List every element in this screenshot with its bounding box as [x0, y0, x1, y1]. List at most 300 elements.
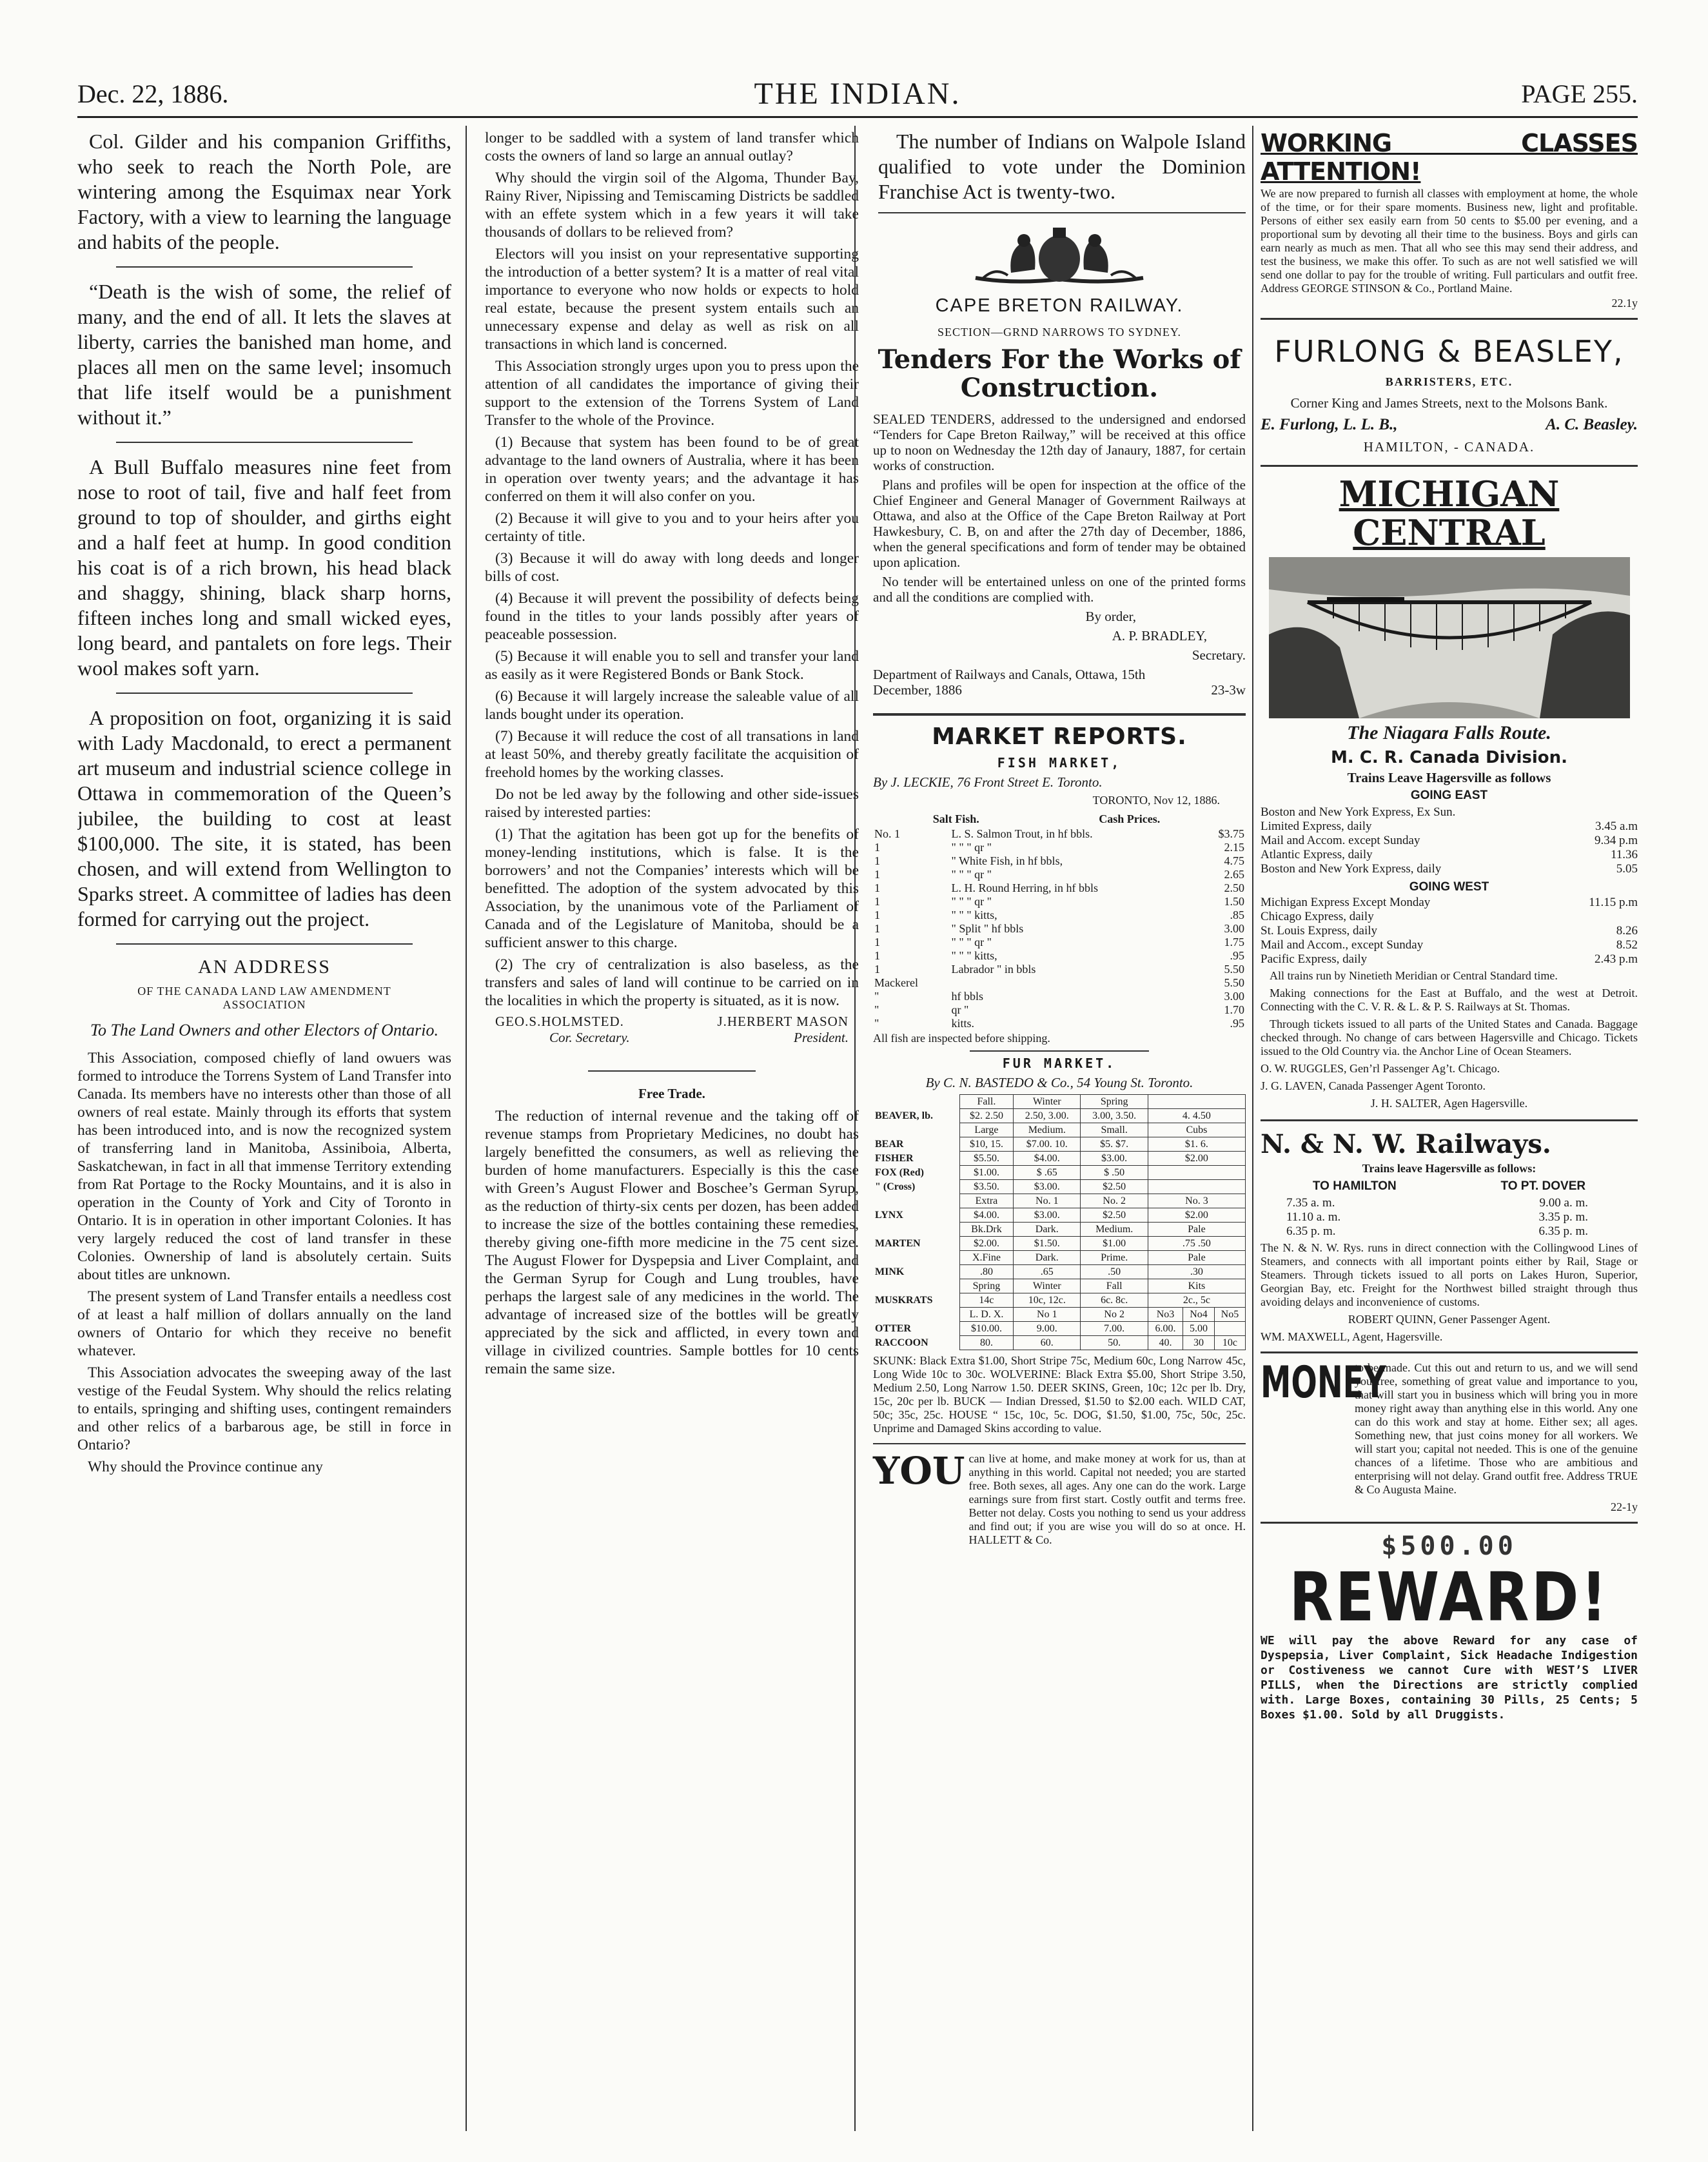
- reason-2: (2) Because it will give to you and to your heirs after you certainty of title.: [485, 510, 859, 545]
- fish-grade: 1: [874, 922, 880, 935]
- fish-price-row: [873, 949, 1246, 963]
- going-east-label: GOING EAST: [1410, 789, 1488, 802]
- fish-grade: 1: [874, 909, 880, 921]
- nnw-destinations: [1261, 1179, 1638, 1194]
- fur-price: $7.00. 10.: [1014, 1137, 1081, 1152]
- address-paragraph-4: Why should the Province continue any: [88, 1459, 323, 1475]
- westbound-row: [1261, 896, 1638, 910]
- reason-4: (4) Because it will prevent the possibility of defects being found in the titles to your lands possibly after years of peaceable possession.: [485, 590, 859, 643]
- fur-grade-header: Medium.: [1081, 1223, 1148, 1237]
- fur-grade-header: No. 3: [1148, 1194, 1245, 1208]
- working-classes-ref: 22.1y: [1611, 297, 1638, 310]
- fur-price: 2.50, 3.00.: [1014, 1109, 1081, 1123]
- fish-item: " " " kitts,: [951, 909, 997, 921]
- eastbound-train: Limited Express, daily: [1261, 820, 1372, 833]
- fur-price-row: [873, 1208, 1246, 1223]
- divider: [1261, 1351, 1638, 1353]
- divider: [1261, 465, 1638, 467]
- fur-grade-header: Bk.Drk: [959, 1223, 1013, 1237]
- department-text: Department of Railways and Canals, Ottawa, 15th December, 1886: [873, 667, 1146, 698]
- free-trade-title: Free Trade.: [638, 1086, 705, 1101]
- mcr-division: M. C. R. Canada Division.: [1330, 748, 1568, 767]
- fish-grade: 1: [874, 936, 880, 948]
- page-number: PAGE 255.: [1521, 79, 1638, 108]
- fur-header-spacer: [873, 1095, 959, 1109]
- fish-item: " " " qr ": [951, 895, 992, 908]
- fish-price-row: [873, 827, 1246, 841]
- fur-price: 6c. 8c.: [1081, 1293, 1148, 1308]
- furlong-beasley-title: FURLONG & BEASLEY,: [1274, 334, 1624, 369]
- signature-roles: [485, 1030, 859, 1046]
- eastbound-time: 9.34 p.m: [1594, 834, 1638, 847]
- fur-header-spacer: [873, 1251, 959, 1265]
- fish-item: Labrador " in bbls: [951, 963, 1036, 976]
- fish-item: " " " qr ": [951, 841, 992, 854]
- eastbound-row: [1261, 848, 1638, 862]
- furlong-city: HAMILTON, - CANADA.: [1363, 439, 1535, 455]
- fish-grade: 1: [874, 868, 880, 881]
- column-3: [859, 129, 1246, 1551]
- department-ref: 23-3w: [1211, 682, 1246, 698]
- agent-quinn: ROBERT QUINN, Gener Passenger Agent.: [1348, 1313, 1551, 1326]
- reason-7: (7) Because it will reduce the cost of all transations in land at least 50%, and thereby greatly facilitate the acquisition of freehold homes by the working classes.: [485, 728, 859, 781]
- fur-price-row: [873, 1152, 1246, 1166]
- gilder-paragraph: Col. Gilder and his companion Griffiths, who seek to reach the North Pole, are wintering among the Esquimax near York Factory, with a view to learning the language and habits of the people.: [77, 130, 451, 253]
- money-advert-ref: 22-1y: [1611, 1500, 1638, 1513]
- fur-price: 6.00.: [1148, 1322, 1183, 1336]
- fur-name: BEAVER, lb.: [875, 1110, 933, 1121]
- fur-grade-header: Prime.: [1081, 1251, 1148, 1265]
- fish-price-row: [873, 963, 1246, 976]
- hamilton-time: 7.35 a. m.: [1286, 1196, 1335, 1210]
- fur-grade-header-row: [873, 1251, 1246, 1265]
- fur-grade-header: Winter: [1014, 1095, 1081, 1109]
- fur-price-row: [873, 1265, 1246, 1279]
- fur-price: $1.00: [1081, 1237, 1148, 1251]
- fur-price: [1214, 1322, 1245, 1336]
- to-hamilton-label: TO HAMILTON: [1312, 1179, 1397, 1193]
- eastbound-time: 3.45 a.m: [1595, 820, 1638, 833]
- fur-price: .65: [1014, 1265, 1081, 1279]
- divider: [873, 713, 1246, 716]
- fur-price: 14c: [959, 1293, 1013, 1308]
- divider: [116, 943, 413, 945]
- fur-price: 40.: [1148, 1336, 1183, 1350]
- fish-market-dealer: By J. LECKIE, 76 Front Street E. Toronto.: [873, 774, 1103, 790]
- fur-price: [1148, 1166, 1245, 1180]
- fur-price: $1.50.: [1014, 1237, 1081, 1251]
- fur-price: $3.50.: [959, 1180, 1013, 1194]
- fur-price: .80: [959, 1265, 1013, 1279]
- fish-price: .85: [1230, 909, 1244, 921]
- divider: [1261, 1119, 1638, 1121]
- you-advert: [873, 1449, 1246, 1551]
- fish-item: " White Fish, in hf bbls,: [951, 854, 1063, 867]
- reward-title: REWARD!: [1289, 1558, 1609, 1636]
- fish-item: L. S. Salmon Trout, in hf bbls.: [951, 827, 1093, 840]
- fish-item: " Split " hf bbls: [951, 922, 1024, 935]
- dover-time: 9.00 a. m.: [1539, 1196, 1588, 1210]
- divider: [1261, 1522, 1638, 1524]
- fish-header-right: Cash Prices.: [1099, 812, 1161, 825]
- fur-price: [1148, 1180, 1245, 1194]
- fur-name: FOX (Red): [875, 1167, 924, 1178]
- you-advert-text: can live at home, and make money at work for us, than at anything in this world. Capital not needed; you are started free. Both sexes, all ages. Any one can do the work. Large earnings sure from first start. Costly outfit and terms free. Better not delay. Costs you nothing to send us your address and find out; if you are wise you will do so at once. H. HALLETT & Co.: [968, 1452, 1246, 1546]
- fur-price-row: [873, 1336, 1246, 1350]
- fur-price: $10, 15.: [959, 1137, 1013, 1152]
- railway-title: CAPE BRETON RAILWAY.: [935, 295, 1184, 316]
- fish-price: .95: [1230, 1017, 1244, 1030]
- fur-price-row: [873, 1137, 1246, 1152]
- fish-grade: 1: [874, 881, 880, 894]
- fish-price-row: [873, 868, 1246, 881]
- fur-price: 60.: [1014, 1336, 1081, 1350]
- museum-paragraph: A proposition on foot, organizing it is said with Lady Macdonald, to erect a permanent art museum and industrial science college in Ottawa in commemoration of the Queen’s jubilee, the building to cost at least $100,000. The site, it is stated, has been chosen, and will extend from Wellington to Sparks street. A committee of ladies has deen formed for carrying out the project.: [77, 706, 451, 930]
- fur-price: 30: [1183, 1336, 1215, 1350]
- fish-grade: ": [874, 990, 879, 1003]
- fish-grade: Mackerel: [874, 976, 918, 989]
- fur-price: 3.00, 3.50.: [1081, 1109, 1148, 1123]
- fish-price: 5.50: [1224, 976, 1244, 989]
- fish-price: 2.50: [1224, 881, 1244, 894]
- fur-grade-header: Cubs: [1148, 1123, 1245, 1137]
- fur-grade-header: No3: [1148, 1308, 1183, 1322]
- fur-price: $2.00.: [959, 1237, 1013, 1251]
- fur-market-dealer: By C. N. BASTEDO & Co., 54 Young St. Toronto.: [925, 1075, 1193, 1090]
- westbound-time: [1553, 910, 1638, 924]
- fur-price-row: [873, 1180, 1246, 1194]
- nnw-time-row: [1286, 1196, 1588, 1210]
- fish-price-row: [873, 895, 1246, 909]
- fur-price: 80.: [959, 1336, 1013, 1350]
- fur-price-table: [873, 1094, 1246, 1350]
- side-issue-1: (1) That the agitation has been got up for the benefits of money-lending institutions, which is false. It is the borrowers’ and not the Companies’ interests which will be benefitted. The adoption of the system advocated by this Association, by the unanimous vote of the Parliament of Canada and of the Legislature of Manitoba, should be a sufficient answer to this charge.: [485, 826, 859, 951]
- fur-market-title: FUR MARKET.: [1002, 1056, 1117, 1071]
- eastbound-train: Atlantic Express, daily: [1261, 848, 1373, 861]
- fur-price: .30: [1148, 1265, 1245, 1279]
- fish-grade: 1: [874, 854, 880, 867]
- working-classes-title: WORKING CLASSES ATTENTION!: [1261, 129, 1638, 186]
- fish-price: $3.75: [1218, 827, 1244, 840]
- fur-price: 10c, 12c.: [1014, 1293, 1081, 1308]
- fish-grade: 1: [874, 895, 880, 908]
- fur-price-row: [873, 1109, 1246, 1123]
- nnw-trains-heading: Trains leave Hagersville as follows:: [1362, 1162, 1536, 1175]
- death-quote: “Death is the wish of some, the relief of many, and the end of all. It lets the slaves at liberty, carries the banished man home, and places all men on the same level; insomuch that life itself would be a punishment without it.”: [77, 280, 451, 429]
- fur-price-row: [873, 1322, 1246, 1336]
- address-continued-2: Why should the virgin soil of the Algoma, Thunder Bay, Rainy River, Nipissing and Temiscaming Districts be saddled with an effete system which in a few years it will take thousands of dollars to be relieved from?: [485, 170, 859, 241]
- fur-header-spacer: [873, 1123, 959, 1137]
- westbound-train: St. Louis Express, daily: [1261, 924, 1378, 938]
- fur-name: OTTER: [875, 1323, 912, 1334]
- fur-grade-header: Medium.: [1014, 1123, 1081, 1137]
- to-dover-label: TO PT. DOVER: [1500, 1179, 1586, 1193]
- fish-price-row: [873, 976, 1246, 990]
- fur-price: $10.00.: [959, 1322, 1013, 1336]
- bradley-title: Secretary.: [1192, 647, 1246, 663]
- address-continued-4: This Association strongly urges upon you to press upon the attention of all candidates the importance of giving their support to the extension of the Torrens System of Land Transfer to the whole of the Province.: [485, 358, 859, 429]
- fur-grade-header-row: [873, 1123, 1246, 1137]
- eastbound-row: [1261, 820, 1638, 834]
- address-paragraph-2: The present system of Land Transfer entails a needless cost of at least a half million of dollars annually on the land owners of Ontario for which they receive no benefit whatever.: [77, 1288, 451, 1359]
- fur-grade-header: L. D. X.: [959, 1308, 1013, 1322]
- free-trade-paragraph: The reduction of internal revenue and the taking off of revenue stamps from Proprietary Medicines, no doubt has largely benefitted the consumers, as well as relieving the burden of home manufacturers. Especially is this the case with Green’s August Flower and Boschee’s German Syrup, as the reduction of thirty-six cents per dozen, has been added to increase the size of the bottles containing these remedies, thereby giving one-fifth more medicine in the 75 cent size. The August Flower for Dyspepsia and Liver Complaint, and the German Syrup for Cough and Lung troubles, have perhaps the largest sale of any medicines in the world. The advantage of increased size of the bottles will be greatly appreciated by the sick and afflicted, in every town and village in civilized countries. Sample bottles for 10 cents remain the same size.: [485, 1108, 859, 1377]
- fish-item: L. H. Round Herring, in hf bbls: [951, 881, 1099, 894]
- fish-note: All fish are inspected before shipping.: [873, 1032, 1050, 1045]
- fur-price: 5.00: [1183, 1322, 1215, 1336]
- side-issues-intro: Do not be led away by the following and other side-issues raised by interested parties:: [485, 786, 859, 821]
- fur-name: MARTEN: [875, 1238, 921, 1249]
- nnw-time-row: [1286, 1210, 1588, 1224]
- fur-name: RACCOON: [875, 1337, 928, 1348]
- fish-price-row: [873, 1017, 1246, 1030]
- fur-grade-header: Fall.: [959, 1095, 1013, 1109]
- signature-left-role: Cor. Secretary.: [549, 1030, 630, 1045]
- westbound-train: Pacific Express, daily: [1261, 952, 1368, 966]
- walpole-paragraph: The number of Indians on Walpole Island qualified to vote under the Dominion Franchise Act is twenty-two.: [878, 130, 1246, 203]
- fur-grade-header: Spring: [1081, 1095, 1148, 1109]
- fish-price: 4.75: [1224, 854, 1244, 867]
- fish-price-row: [873, 909, 1246, 922]
- fur-price: $5. $7.: [1081, 1137, 1148, 1152]
- divider: [873, 1443, 1246, 1444]
- fur-price: 7.00.: [1081, 1322, 1148, 1336]
- column-4: [1261, 129, 1638, 1726]
- going-west-label: GOING WEST: [1409, 880, 1489, 894]
- fur-grade-header: Kits: [1148, 1279, 1245, 1293]
- address-paragraph-3: This Association advocates the sweeping away of the last vestige of the Feudal System. Why should the relics relating to entails, springing and shifting uses, contingent remainders and other relics of a barbarous age, be still in force in Ontario?: [77, 1364, 451, 1453]
- fish-item: [950, 976, 1199, 990]
- fish-price-row: [873, 1003, 1246, 1017]
- fish-item: kitts.: [951, 1017, 975, 1030]
- fish-item: " " " kitts,: [951, 949, 997, 962]
- department-line: [873, 667, 1246, 698]
- fur-grade-header-row: [873, 1308, 1246, 1322]
- fish-grade: No. 1: [874, 827, 900, 840]
- address-paragraph-1: This Association, composed chiefly of land owuers was formed to introduce the Torrens System of Land Transfer into Canada. Its members have no interests other than those of all owners of real estate. Mainly through its efforts that system has been introduced into, and is now the recognized system of transferring land in Manitoba, Assiniboia, Alberta, Saskatchewan, in fact in all that immense Territory extending from Rat Portage to the Rocky Mountains, and it is also in operation in the County of York and City of Toronto in Ontario. It is in operation in other important Colonies. It has very largely reduced the cost of land transfer in these Colonies. Ownership of land is absolutely certain. Suits about titles are unknown.: [77, 1050, 451, 1283]
- fur-price: 10c: [1214, 1336, 1245, 1350]
- fish-price-row: [873, 922, 1246, 936]
- barristers-label: BARRISTERS, ETC.: [1385, 375, 1513, 388]
- reward-text: WE will pay the above Reward for any case of Dyspepsia, Liver Complaint, Sick Headache Indigestion or Costiveness we cannot Cure with WEST’S LIVER PILLS, when the Directions are strictly complied with. Large Boxes, containing 30 Pills, 25 Cents; 5 Boxes $1.00. Sold by all Druggists.: [1261, 1634, 1638, 1722]
- mc-note-3: Through tickets issued to all parts of the United States and Canada. Baggage checked through. No change of cars between Hagersville and Chicago. Tickets issued to the Old Country via. the Anchor Line of Ocean Steamers.: [1261, 1017, 1638, 1057]
- address-continued-1: longer to be saddled with a system of land transfer which costs the owners of land so large an annual outlay?: [485, 130, 859, 164]
- fur-header-spacer: [873, 1279, 959, 1293]
- fur-grade-header: [1148, 1095, 1245, 1109]
- fur-grade-header: No 2: [1081, 1308, 1148, 1322]
- dover-time: 3.35 p. m.: [1538, 1210, 1588, 1224]
- michigan-central-title: MICHIGAN CENTRAL: [1339, 473, 1560, 553]
- divider: [116, 442, 413, 443]
- niagara-route: The Niagara Falls Route.: [1347, 722, 1551, 743]
- westbound-train: Mail and Accom., except Sunday: [1261, 938, 1424, 952]
- agent-maxwell: WM. MAXWELL, Agent, Hagersville.: [1261, 1330, 1443, 1343]
- side-issue-2: (2) The cry of centralization is also baseless, as the transfers and sales of land will continue to be carried on in the localities in which the property is situated, as it is now.: [485, 956, 859, 1009]
- market-reports-title: MARKET REPORTS.: [932, 723, 1187, 750]
- fur-grade-header: Winter: [1014, 1279, 1081, 1293]
- divider: [1261, 318, 1638, 320]
- reason-1: (1) Because that system has been found to be of great advantage to the land owners of Australia, where it has been in operation over twenty years; and the advantage it has conferred on them it will also confer on you.: [485, 434, 859, 505]
- westbound-time: 11.15 p.m: [1589, 896, 1638, 909]
- tenders-paragraph-2: Plans and profiles will be open for inspection at the office of the Chief Engineer and General Manager of Government Railways at Ottawa, and also at the Office of the Cape Breton Railway at Port Hawkesbury, C. B, on and after the 27th day of December, 1886, when the general specifications and form of tender may be obtained upon aplication.: [873, 477, 1246, 570]
- hamilton-time: 6.35 p. m.: [1286, 1224, 1336, 1238]
- fur-name: LYNX: [875, 1210, 903, 1221]
- signature-right-role: President.: [794, 1030, 849, 1045]
- fish-price: 3.00: [1224, 990, 1244, 1003]
- reason-6: (6) Because it will largely increase the saleable value of all lands bought under its operation.: [485, 688, 859, 723]
- fish-price: .95: [1230, 949, 1244, 962]
- fur-price: $5.50.: [959, 1152, 1013, 1166]
- column-1: [77, 129, 451, 1480]
- fur-grade-header: Dark.: [1014, 1223, 1081, 1237]
- fur-name: BEAR: [875, 1139, 904, 1150]
- money-advert: [1261, 1357, 1638, 1500]
- fur-price: $2.50: [1081, 1180, 1148, 1194]
- furlong-address: Corner King and James Streets, next to the Molsons Bank.: [1290, 395, 1608, 411]
- dover-time: 6.35 p. m.: [1538, 1224, 1588, 1238]
- fur-header-spacer: [873, 1308, 959, 1322]
- coat-of-arms-icon: [963, 221, 1156, 289]
- by-order: By order,: [1085, 609, 1136, 624]
- fish-market-date: TORONTO, Nov 12, 1886.: [1092, 794, 1220, 807]
- furlong-partners: [1261, 415, 1638, 435]
- column-rule: [466, 126, 467, 2131]
- newspaper-title: THE INDIAN.: [754, 77, 961, 111]
- westbound-timetable: [1261, 896, 1638, 967]
- signature-right: J.HERBERT MASON: [717, 1014, 849, 1029]
- fur-price-row: [873, 1293, 1246, 1308]
- address-recipients: To The Land Owners and other Electors of Ontario.: [90, 1021, 439, 1039]
- partner-furlong: E. Furlong, L. L. B.,: [1261, 416, 1398, 433]
- fur-grade-header: No4: [1183, 1308, 1215, 1322]
- fish-header: [873, 811, 1246, 827]
- fur-grade-header: Dark.: [1014, 1251, 1081, 1265]
- divider: [116, 266, 413, 268]
- eastbound-train: Boston and New York Express, Ex Sun.: [1261, 805, 1456, 819]
- fish-price-row: [873, 881, 1246, 895]
- fur-price: 4. 4.50: [1148, 1109, 1245, 1123]
- divider: [970, 1050, 1149, 1052]
- buffalo-paragraph: A Bull Buffalo measures nine feet from nose to root of tail, five and half feet from ground to top of shoulder, and girths eight and a half feet at hump. In good condition his coat is of a rich brown, his head black and shaggy, shining, black sharp horns, fifteen inches long and small wicked eyes, long beard, and pantalets on fore legs. Their wool makes soft yarn.: [77, 455, 451, 680]
- fish-grade: 1: [874, 841, 880, 854]
- partner-beasley: A. C. Beasley.: [1546, 416, 1638, 433]
- westbound-row: [1261, 910, 1638, 924]
- fur-grade-header: X.Fine: [959, 1251, 1013, 1265]
- mc-trains-heading: Trains Leave Hagersville as follows: [1347, 770, 1551, 785]
- fur-price: 9.00.: [1014, 1322, 1081, 1336]
- fish-price: 2.15: [1224, 841, 1244, 854]
- fish-grade: ": [874, 1017, 879, 1030]
- fur-name: FISHER: [875, 1153, 914, 1164]
- westbound-time: 8.52: [1616, 938, 1638, 952]
- money-advert-initial: MONEY: [1261, 1357, 1386, 1408]
- divider: [116, 693, 413, 694]
- nnw-description: The N. & N. W. Rys. runs in direct connection with the Collingwood Lines of Steamers, and connects with all important points either by Rail, Stage or Steamers. Through tickets issued to all ports on Lakes Huron, Superior, Georgian Bay, etc. Freight for the Northwest billed straight through thus avoiding delays and inconvenience of customs.: [1261, 1241, 1638, 1308]
- fish-grade: ": [874, 1003, 879, 1016]
- fur-grade-header-row: [873, 1095, 1246, 1109]
- westbound-row: [1261, 938, 1638, 952]
- mc-note-2: Making connections for the East at Buffalo, and the west at Detroit. Connecting with the C. V. R. & L. & P. S. Railways at St. Thomas.: [1261, 987, 1638, 1013]
- fish-price-table: [873, 827, 1246, 1030]
- fur-grade-header: Pale: [1148, 1251, 1245, 1265]
- eastbound-row: [1261, 834, 1638, 848]
- fish-item: " " " qr ": [951, 868, 992, 881]
- fish-price: 3.00: [1224, 922, 1244, 935]
- fur-price: $ .65: [1014, 1166, 1081, 1180]
- nnw-time-row: [1286, 1224, 1588, 1239]
- fur-grade-header: Spring: [959, 1279, 1013, 1293]
- fur-grade-header-row: [873, 1194, 1246, 1208]
- eastbound-row: [1261, 805, 1638, 820]
- eastbound-row: [1261, 862, 1638, 876]
- eastbound-timetable: [1261, 805, 1638, 876]
- agent-ruggles: O. W. RUGGLES, Gen’rl Passenger Ag’t. Chicago.: [1261, 1062, 1500, 1075]
- fish-item: qr ": [951, 1003, 969, 1016]
- tenders-paragraph-1: SEALED TENDERS, addressed to the undersigned and endorsed “Tenders for Cape Breton Railway,” will be received at this office up to noon on Wednesday the 12th day of Janaury, 1887, for certain works of construction.: [873, 411, 1246, 473]
- fur-price: $2. 2.50: [959, 1109, 1013, 1123]
- fur-price: $ .50: [1081, 1166, 1148, 1180]
- fish-price: 1.50: [1224, 895, 1244, 908]
- fur-price: 50.: [1081, 1336, 1148, 1350]
- fish-price-row: [873, 841, 1246, 854]
- fur-name: " (Cross): [875, 1181, 916, 1192]
- signatures: [485, 1014, 859, 1030]
- fur-header-spacer: [873, 1223, 959, 1237]
- money-advert-text: to be made. Cut this out and return to us, and we will send you free, something of great value and importance to you, that will start you in business which will bring you in more money right away than anything else in this world. Any one can do this work and stay at home. Either sex; all ages. Something new, that just coins money for all workers. We will start you; capital not needed. This is one of the genuine chances of a lifetime. Those who are ambitious and enterprising will not delay. Grand outfit free. Address TRUE & Co Augusta Maine.: [1355, 1361, 1638, 1496]
- fur-price: $2.00: [1148, 1208, 1245, 1223]
- fur-name: MINK: [875, 1266, 905, 1277]
- nnw-timetable: [1286, 1196, 1588, 1239]
- eastbound-train: Boston and New York Express, daily: [1261, 862, 1442, 876]
- fur-price: $3.00.: [1014, 1180, 1081, 1194]
- westbound-row: [1261, 952, 1638, 967]
- page-header: [77, 76, 1638, 118]
- westbound-row: [1261, 924, 1638, 938]
- agent-laven: J. G. LAVEN, Canada Passenger Agent Toronto.: [1261, 1079, 1486, 1092]
- westbound-time: 8.26: [1616, 924, 1638, 938]
- column-2: [485, 129, 859, 1382]
- fish-grade: 1: [874, 963, 880, 976]
- fur-grade-header: Extra: [959, 1194, 1013, 1208]
- you-advert-initial: YOU: [873, 1449, 965, 1493]
- fish-price-row: [873, 936, 1246, 949]
- reason-3: (3) Because it will do away with long deeds and longer bills of cost.: [485, 550, 859, 585]
- fur-price: $3.00.: [1014, 1208, 1081, 1223]
- fur-price: $4.00.: [1014, 1152, 1081, 1166]
- fish-price: 1.70: [1224, 1003, 1244, 1016]
- fur-price: $2.00: [1148, 1152, 1245, 1166]
- fur-grade-header: Fall: [1081, 1279, 1148, 1293]
- fur-grade-header: Small.: [1081, 1123, 1148, 1137]
- fur-grade-header: No. 2: [1081, 1194, 1148, 1208]
- eastbound-time: [1569, 805, 1638, 820]
- agent-salter: J. H. SALTER, Agen Hagersville.: [1370, 1097, 1528, 1110]
- hamilton-time: 11.10 a. m.: [1286, 1210, 1341, 1224]
- fur-price: .75 .50: [1148, 1237, 1245, 1251]
- fur-price-row: [873, 1166, 1246, 1180]
- tenders-title: Tenders For the Works of Construction.: [878, 344, 1241, 403]
- eastbound-time: 11.36: [1610, 848, 1638, 861]
- fur-name: MUSKRATS: [875, 1295, 933, 1306]
- fish-item: hf bbls: [951, 990, 984, 1003]
- fur-price: $1.00.: [959, 1166, 1013, 1180]
- fur-price: $2.50: [1081, 1208, 1148, 1223]
- skunk-deer-prices: SKUNK: Black Extra $1.00, Short Stripe 75c, Medium 60c, Long Narrow 45c, Long Wide 10c to 30c. WOLVERINE: Black Extra $5.00, Short Stripe 3.50, Medium 2.50, Long Narrow 1.50. DEER SKINS, Green, 10c; 12c per lb. Dry, 15c, 20c per lb. BUCK — Indian Dressed, $1.50 to $2.00 each. WILD CAT, 50c; 35c, 25c. HOUSE “ 15c, 10c, 5c. DOG, $1.50, $1.00, 75c, 50c, 25c. Unprime and Damaged Skins according to value.: [873, 1354, 1246, 1435]
- bradley-name: A. P. BRADLEY,: [1112, 628, 1207, 644]
- fur-price-row: [873, 1237, 1246, 1251]
- issue-date: Dec. 22, 1886.: [77, 79, 229, 108]
- fish-grade: 1: [874, 949, 880, 962]
